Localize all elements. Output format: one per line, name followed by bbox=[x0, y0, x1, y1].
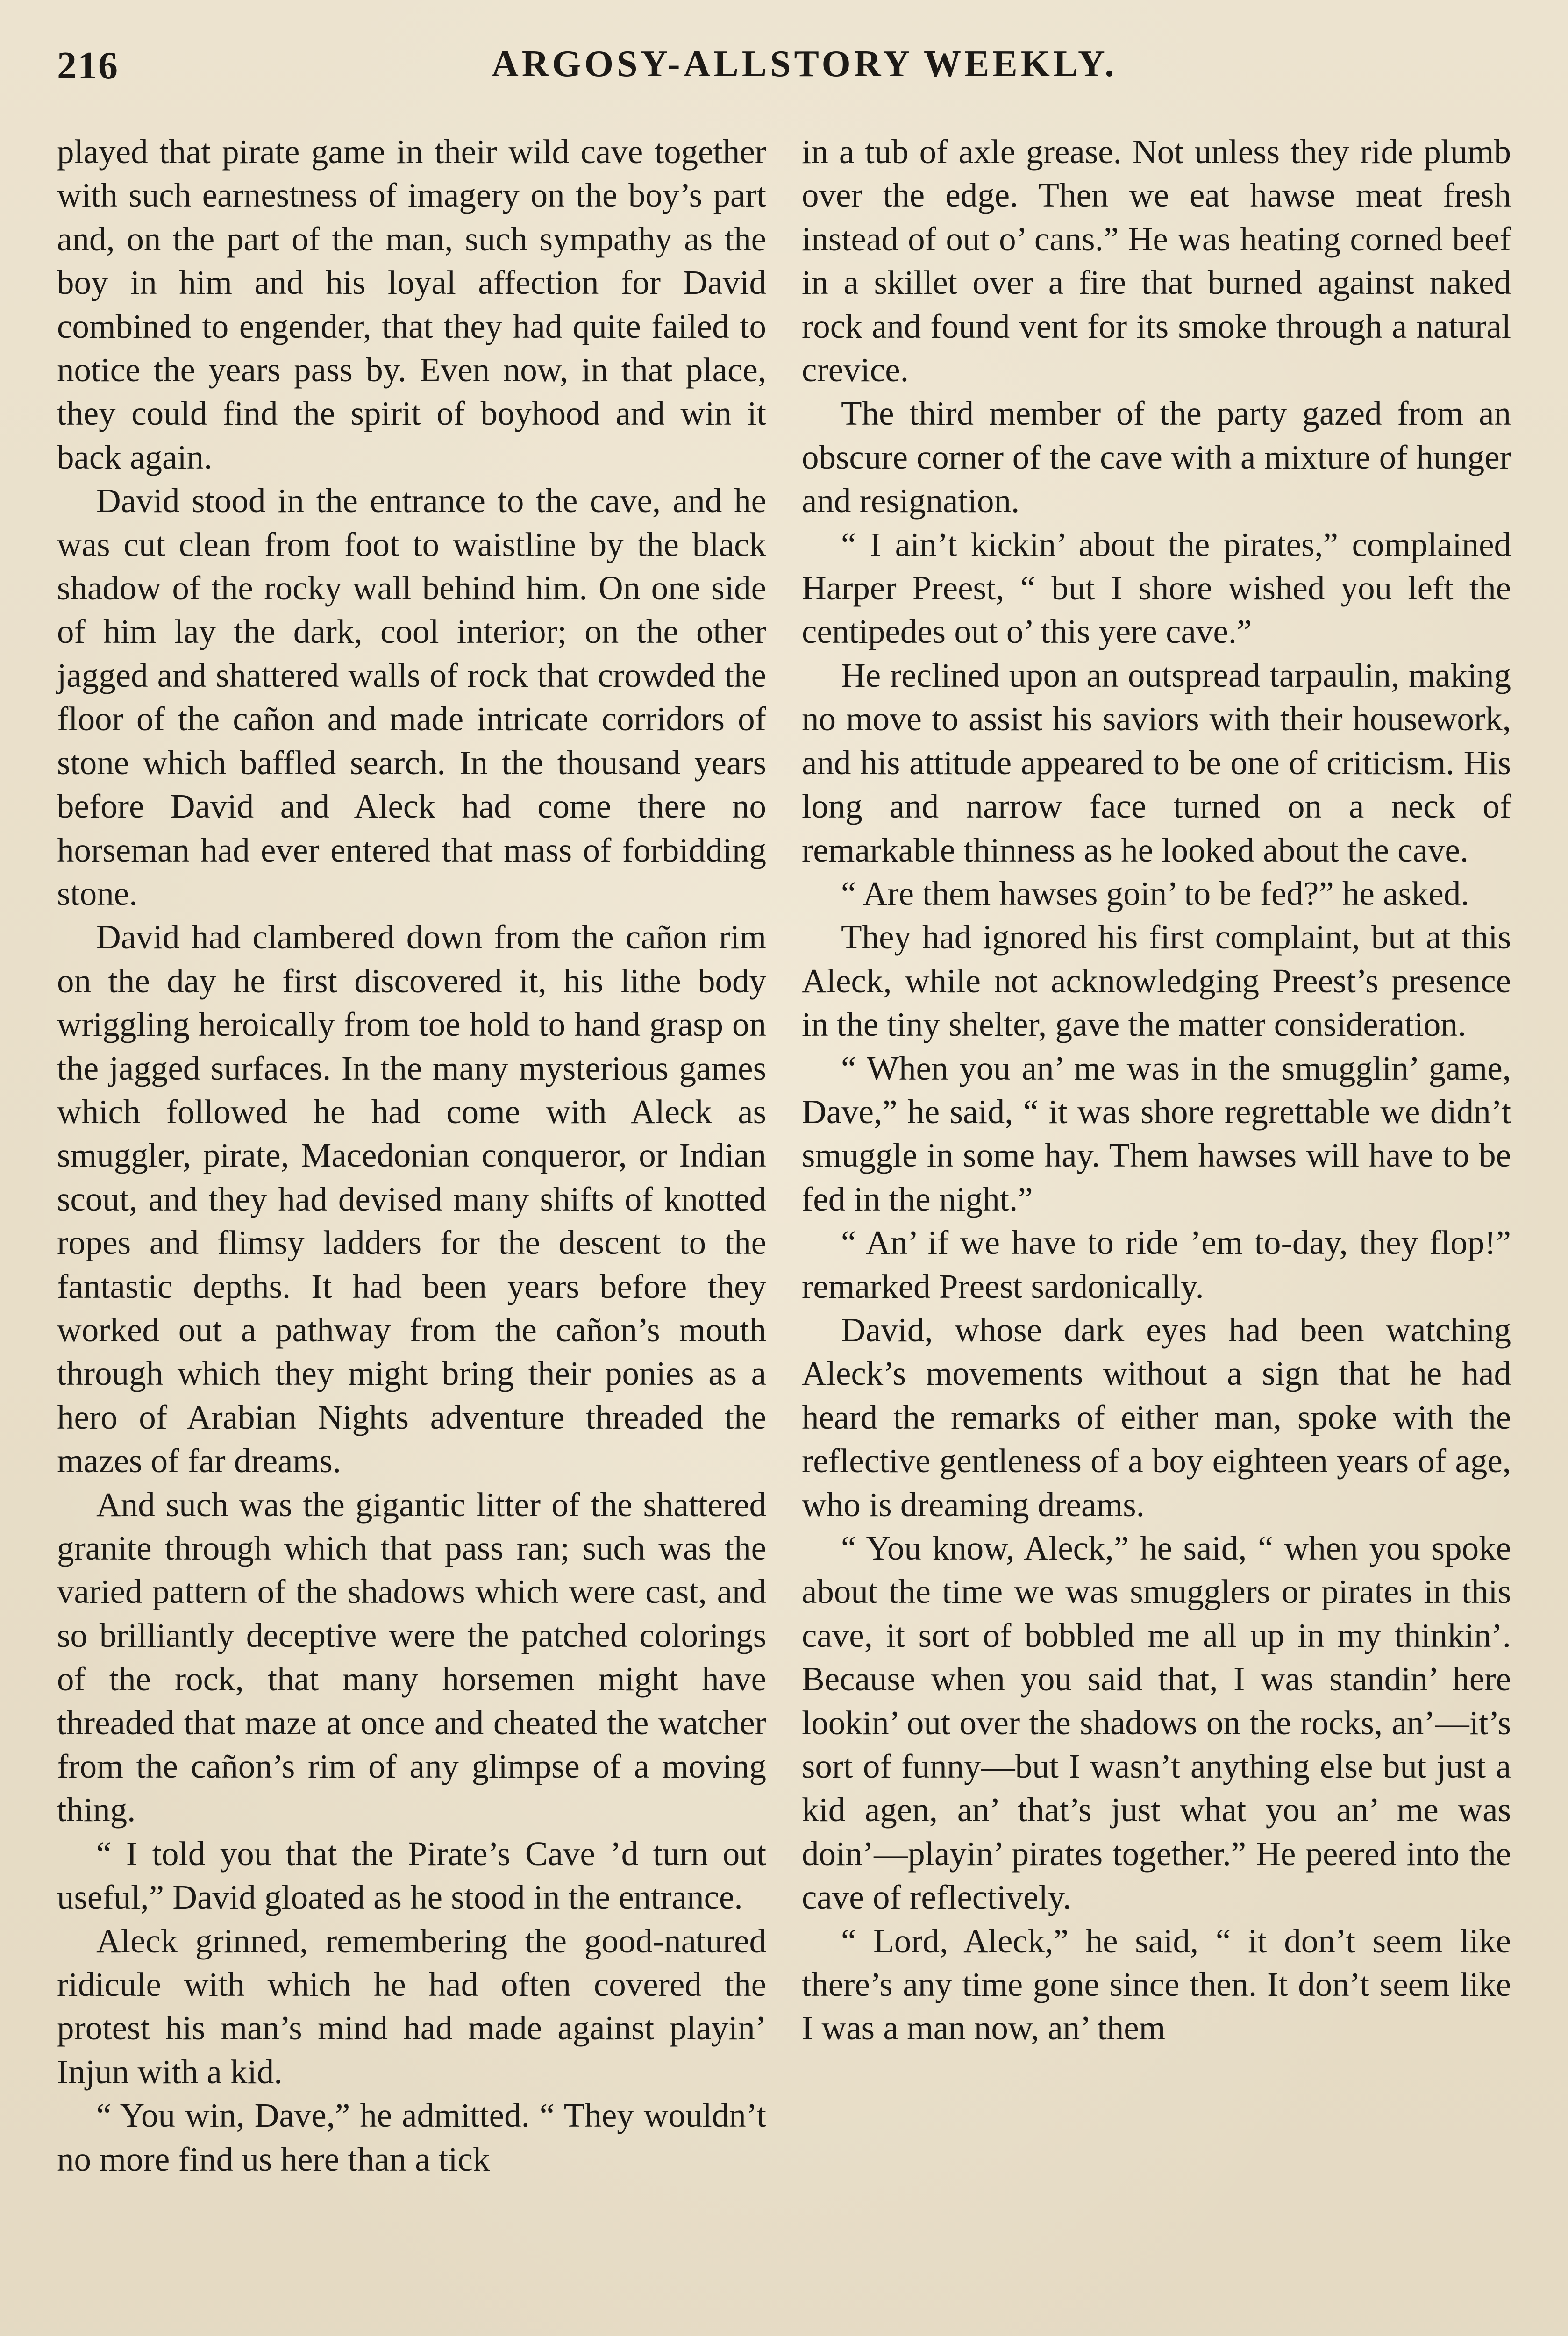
paragraph: David, whose dark eyes had been watching Aleck’s movements without a sign that he had heard the remarks of either man, spoke with the reflective gentleness of a boy eighteen years of age, who is dreaming dreams. bbox=[802, 1310, 1511, 1524]
paragraph: “ When you an’ me was in the smugglin’ game, Dave,” he said, “ it was shore regrettable we didn’t smuggle in some hay. Them hawses will have to be fed in the night.” bbox=[802, 1049, 1511, 1218]
paragraph: “ You win, Dave,” he admitted. “ They wouldn’t no more find us here than a tick bbox=[57, 2096, 766, 2178]
paragraph: The third member of the party gazed from an obscure corner of the cave with a mixture of hunger and resignation. bbox=[802, 394, 1511, 520]
paragraph: “ I told you that the Pirate’s Cave ’d turn out useful,” David gloated as he stood in the entrance. bbox=[57, 1834, 766, 1916]
paragraph: David stood in the entrance to the cave, and he was cut clean from foot to waistline by the black shadow of the rocky wall behind him. On one side of him lay the dark, cool interior; on the other jagged and shattered walls of rock that crowded the floor of the cañon and made intricate corridors of stone which baffled search. In the thousand years before David and Aleck had come there no horseman had ever entered that mass of forbidding stone. bbox=[57, 482, 766, 912]
paragraph: “ I ain’t kickin’ about the pirates,” complained Harper Preest, “ but I shore wished you left the centipedes out o’ this yere cave.” bbox=[802, 525, 1511, 651]
paragraph: played that pirate game in their wild cave together with such earnestness of imagery on the boy’s part and, on the part of the man, such sympathy as the boy in him and his loyal affection for David combined to engender, that they had quite failed to notice the years pass by. Even now, in that place, they could find the spirit of boyhood and win it back again. bbox=[57, 133, 766, 476]
right-column bbox=[802, 130, 1511, 2050]
paragraph: And such was the gigantic litter of the shattered granite through which that pass ran; such was the varied pattern of the shadows which were cast, and so brilliantly deceptive were the patched colorings of the rock, that many horsemen might have threaded that maze at once and cheated the watcher from the cañon’s rim of any glimpse of a moving thing. bbox=[57, 1485, 766, 1829]
paragraph: “ Lord, Aleck,” he said, “ it don’t seem like there’s any time gone since then. It don’t seem like I was a man now, an’ them bbox=[802, 1922, 1511, 2047]
page-header bbox=[57, 43, 1515, 99]
paragraph: in a tub of axle grease. Not unless they ride plumb over the edge. Then we eat hawse meat fresh instead of out o’ cans.” He was heating corned beef in a skillet over a fire that burned against naked rock and found vent for its smoke through a natural crevice. bbox=[802, 133, 1511, 389]
paragraph: “ Are them hawses goin’ to be fed?” he asked. bbox=[841, 874, 1469, 912]
running-head: ARGOSY-ALLSTORY WEEKLY. bbox=[492, 43, 1118, 85]
paragraph: “ An’ if we have to ride ’em to-day, they flop!” remarked Preest sardonically. bbox=[802, 1224, 1511, 1305]
page-number: 216 bbox=[57, 44, 119, 87]
paragraph: David had clambered down from the cañon rim on the day he first discovered it, his lithe body wriggling heroically from toe hold to hand grasp on the jagged surfaces. In the many mysterious games which followed he had come with Aleck as smuggler, pirate, Macedonian conqueror, or Indian scout, and they had devised many shifts of knotted ropes and flimsy ladders for the descent to the fantastic depths. It had been years before they worked out a pathway from the cañon’s mouth through which they might bring their ponies as a hero of Arabian Nights adventure threaded the mazes of far dreams. bbox=[57, 918, 766, 1480]
paragraph: “ You know, Aleck,” he said, “ when you spoke about the time we was smugglers or pirates in this cave, it sort of bobbled me all up in my thinkin’. Because when you said that, I was standin’ here lookin’ out over the shadows on the rocks, an’—it’s sort of funny—but I wasn’t anything else but just a kid agen, an’ that’s just what you an’ me was doin’—playin’ pirates together.” He peered into the cave of reflectively. bbox=[802, 1529, 1511, 1916]
paragraph: He reclined upon an outspread tarpaulin, making no move to assist his saviors with their housework, and his attitude appeared to be one of criticism. His long and narrow face turned on a neck of remarkable thinness as he looked about the cave. bbox=[802, 656, 1511, 869]
left-column bbox=[57, 130, 766, 2181]
paragraph: Aleck grinned, remembering the good-natured ridicule with which he had often covered the protest his man’s mind had made against playin’ Injun with a kid. bbox=[57, 1922, 766, 2091]
paragraph: They had ignored his first complaint, but at this Aleck, while not acknowledging Preest’s presence in the tiny shelter, gave the matter consideration. bbox=[802, 918, 1511, 1044]
